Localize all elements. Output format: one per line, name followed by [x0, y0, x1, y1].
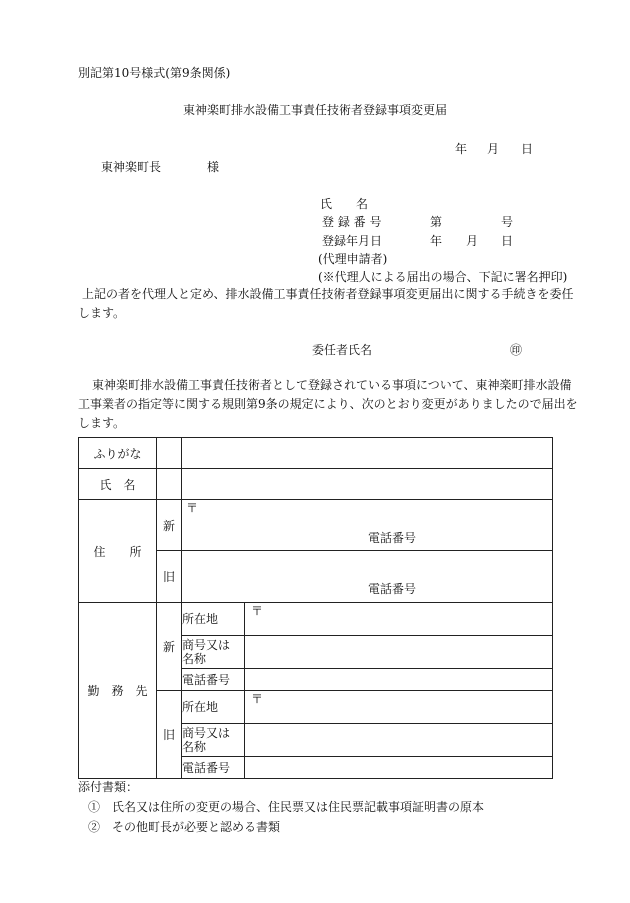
trade-name-line-2: 名称: [182, 740, 207, 754]
workplace-new-location-row: [79, 603, 553, 636]
workplace-old-phone-field[interactable]: [245, 757, 553, 779]
workplace-old-trade-name-label: [182, 724, 245, 757]
furigana-field[interactable]: [182, 438, 553, 469]
furigana-label: ふりがな: [79, 438, 157, 469]
agent-label: (代理申請者): [318, 252, 388, 266]
delegation-text-1: 上記の者を代理人と定め、排水設備工事責任技術者登録事項変更届出に関する手続きを委任: [82, 287, 574, 301]
attachment-item-2: ② その他町長が必要と認める書類: [88, 820, 281, 834]
workplace-new-label: 新: [157, 603, 182, 691]
registration-date-day: 日: [501, 234, 514, 248]
workplace-new-location-field[interactable]: [245, 603, 553, 636]
workplace-new-phone-field[interactable]: [245, 669, 553, 691]
address-old-label: 旧: [157, 551, 182, 603]
body-line-3: します。: [78, 416, 126, 430]
attachment-item-1: ① 氏名又は住所の変更の場合、住民票又は住民票記載事項証明書の原本: [88, 800, 485, 814]
workplace-new-phone-label: 電話番号: [182, 669, 245, 691]
workplace-old-label: 旧: [157, 691, 182, 779]
workplace-old-postal-mark: 〒: [251, 692, 264, 706]
applicant-name-label: 氏 名: [320, 197, 369, 211]
address-new-postal-mark: 〒: [186, 501, 199, 515]
date-year: 年: [455, 142, 468, 156]
registration-date-month: 月: [466, 234, 479, 248]
body-line-2: 工事業者の指定等に関する規則第9条の規定により、次のとおり変更がありましたので届出を: [78, 397, 578, 411]
attachments-title: 添付書類：: [78, 780, 139, 794]
agent-note: (※代理人による届出の場合、下記に署名押印): [318, 270, 568, 284]
address-new-row: [79, 500, 553, 551]
address-old-field[interactable]: [182, 551, 553, 603]
workplace-old-phone-label: 電話番号: [182, 757, 245, 779]
workplace-old-location-label: 所在地: [182, 691, 245, 724]
workplace-label: [79, 603, 157, 779]
body-line-1: 東神楽町排水設備工事責任技術者として登録されている事項について、東神楽町排水設備: [92, 378, 572, 392]
delegator-name-label: 委任者氏名: [312, 343, 373, 357]
trade-name-line-2: 名称: [182, 652, 207, 666]
document-title: 東神楽町排水設備工事責任技術者登録事項変更届: [182, 103, 447, 117]
address-new-field[interactable]: [182, 500, 553, 551]
registration-number-go: 号: [501, 215, 514, 229]
workplace-label-text: 勤 務 先: [87, 684, 148, 698]
workplace-new-location-label: 所在地: [182, 603, 245, 636]
address-label-text: 住 所: [93, 544, 142, 559]
address-new-label: 新: [157, 500, 182, 551]
addressee-name: 東神楽町長: [101, 160, 162, 174]
name-row: [79, 469, 553, 500]
workplace-old-location-field[interactable]: [245, 691, 553, 724]
address-new-phone-label: 電話番号: [368, 531, 417, 545]
name-spacer: [157, 469, 182, 500]
delegation-text-2: します。: [78, 306, 126, 320]
date-month: 月: [487, 142, 500, 156]
address-old-phone-label: 電話番号: [368, 582, 417, 596]
registration-date-label: 登録年月日: [322, 234, 383, 248]
workplace-new-trade-name-field[interactable]: [245, 636, 553, 669]
date-day: 日: [521, 142, 534, 156]
name-field[interactable]: [182, 469, 553, 500]
registration-number-label: 登 録 番 号: [322, 215, 382, 229]
name-label: 氏 名: [79, 469, 157, 500]
furigana-row: [79, 438, 553, 469]
seal-mark: ㊞: [510, 343, 523, 357]
furigana-spacer: [157, 438, 182, 469]
workplace-new-postal-mark: 〒: [251, 604, 264, 618]
change-form-table: [78, 437, 553, 779]
registration-number-dai: 第: [430, 215, 443, 229]
addressee-honorific: 様: [207, 160, 220, 174]
workplace-old-trade-name-field[interactable]: [245, 724, 553, 757]
trade-name-line-1: 商号又は: [182, 726, 231, 740]
workplace-new-trade-name-label: [182, 636, 245, 669]
form-reference: 別記第10号様式(第9条関係): [78, 66, 231, 80]
registration-date-year: 年: [430, 234, 443, 248]
trade-name-line-1: 商号又は: [182, 638, 231, 652]
address-label: [79, 500, 157, 603]
